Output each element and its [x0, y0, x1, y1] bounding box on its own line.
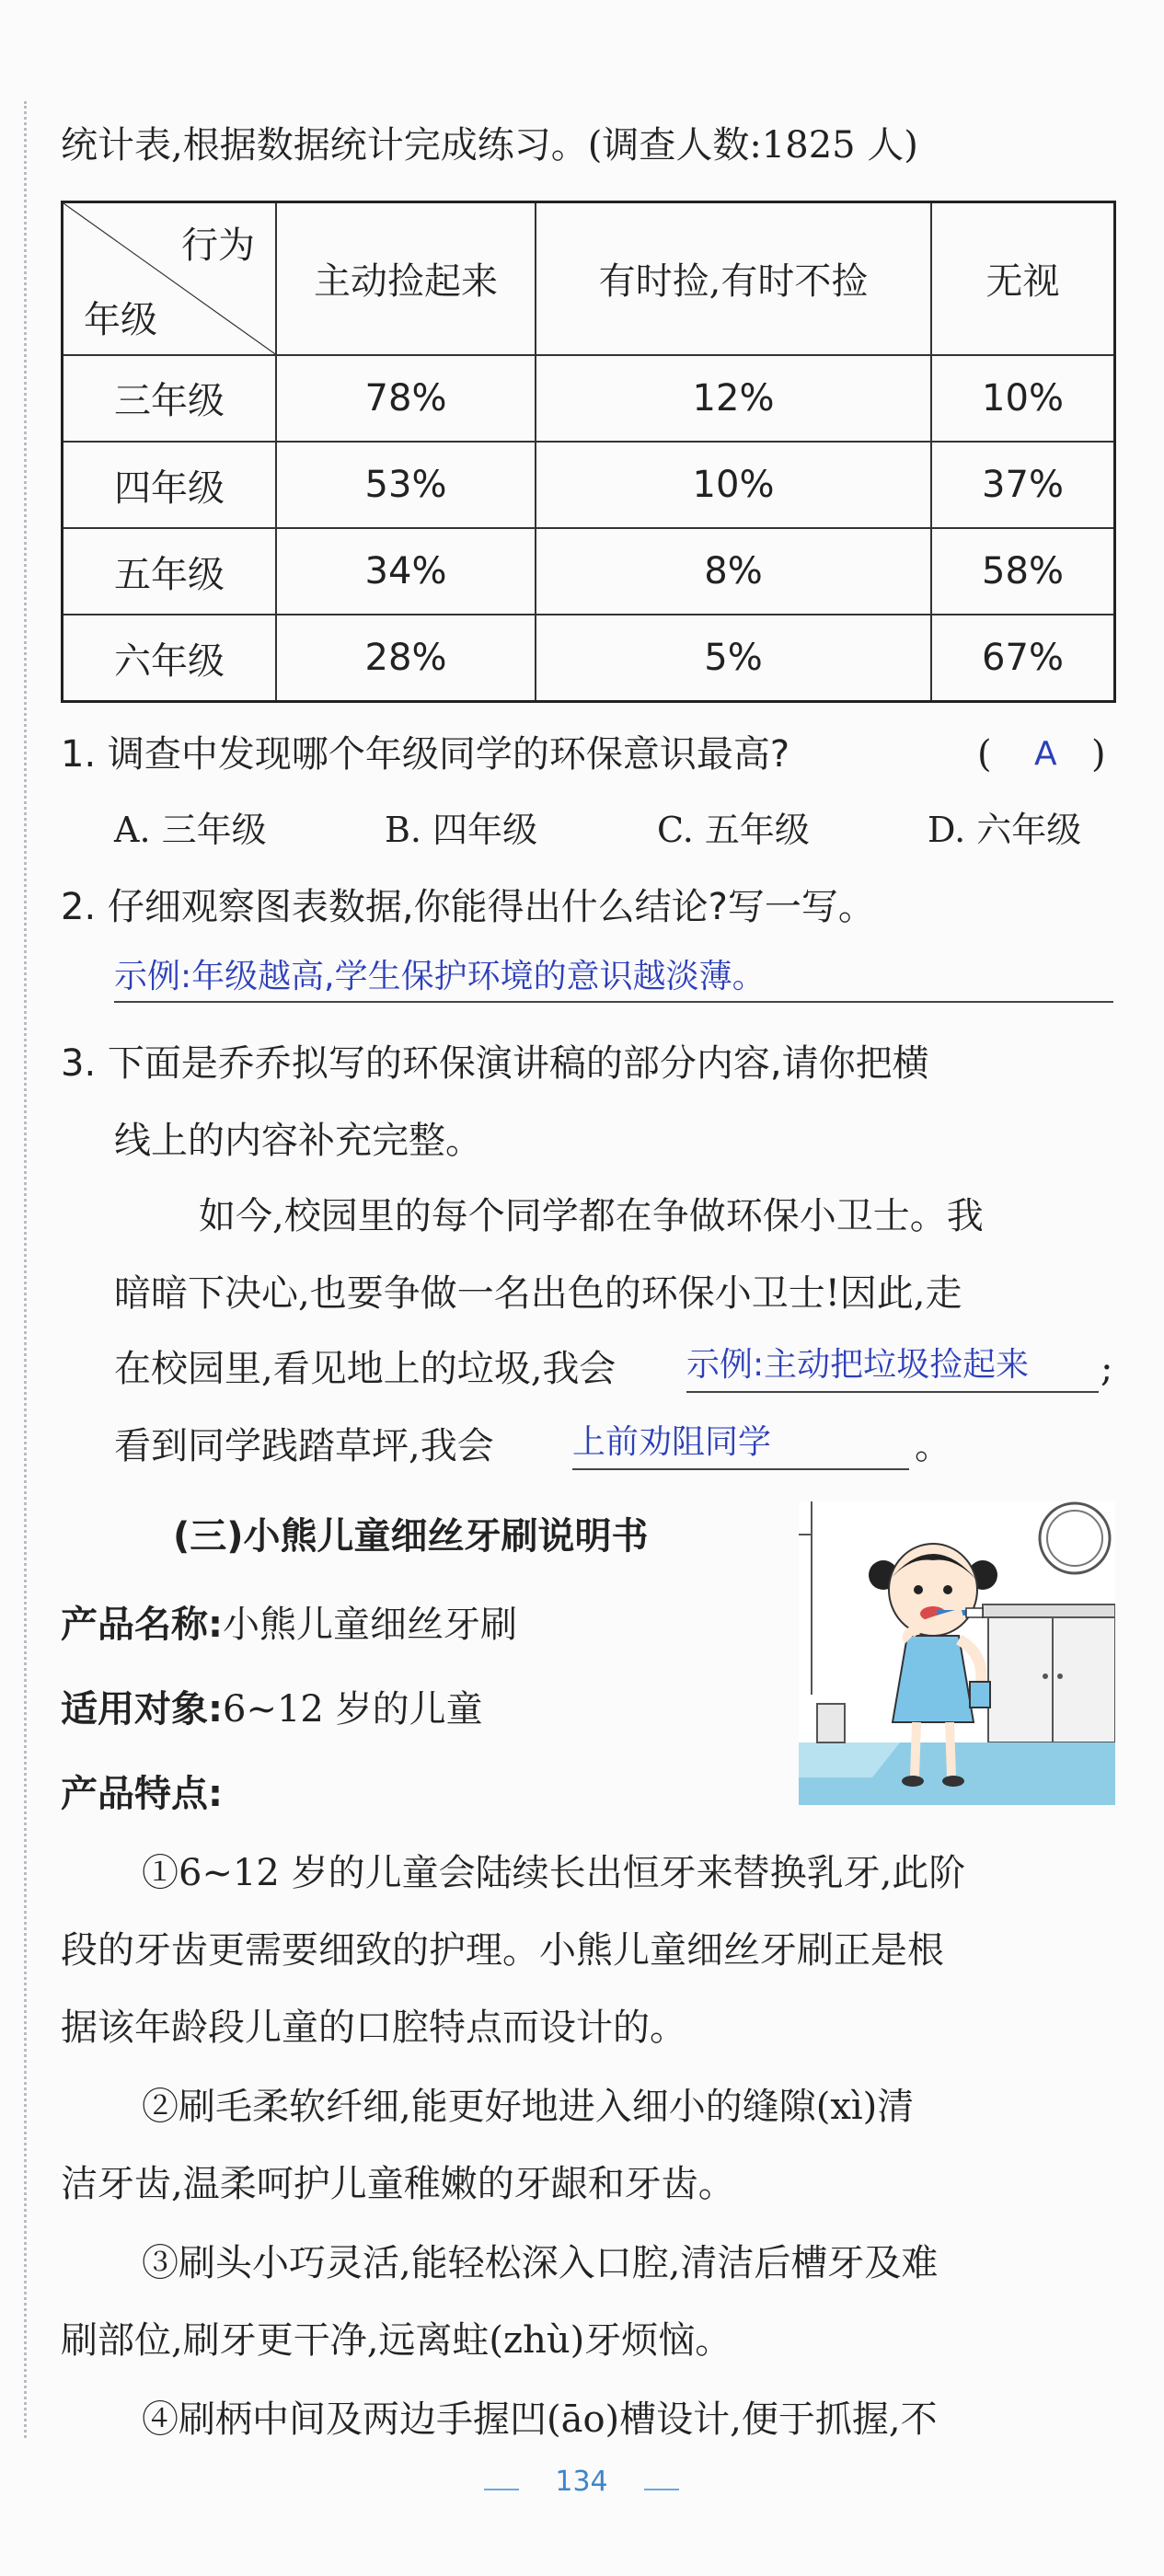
speech-line-3-end: ;	[1101, 1348, 1113, 1390]
target-user-label: 适用对象:	[61, 1688, 223, 1731]
corner-label-behavior: 行为	[181, 224, 255, 267]
footer-line-right	[644, 2489, 679, 2490]
value-cell: 8%	[536, 528, 931, 615]
header-cell: 主动捡起来	[276, 202, 536, 355]
question-1-text: 1. 调查中发现哪个年级同学的环保意识最高?	[61, 733, 790, 776]
speech-line-2: 暗暗下决心,也要争做一名出色的环保小卫士!因此,走	[114, 1272, 962, 1315]
table-row	[63, 528, 1115, 615]
binding-margin-line	[24, 101, 27, 2438]
feature-3-line-1: ③刷头小巧灵活,能轻松深入口腔,清洁后槽牙及难	[142, 2242, 939, 2284]
product-name-row	[61, 1597, 517, 1652]
feature-3-line-2: 刷部位,刷牙更干净,远离蛀(zhù)牙烦恼。	[61, 2319, 732, 2362]
feature-2-line-2: 洁牙齿,温柔呵护儿童稚嫩的牙龈和牙齿。	[61, 2163, 735, 2205]
value-cell: 12%	[536, 355, 931, 442]
target-user-value: 6~12 岁的儿童	[223, 1688, 483, 1731]
table-row	[63, 442, 1115, 528]
q3-answer-1: 示例:主动把垃圾捡起来	[686, 1346, 1030, 1384]
value-cell: 34%	[276, 528, 536, 615]
q1-option-c: C. 五年级	[657, 810, 810, 850]
table-header-row	[63, 202, 1115, 355]
q2-answer-line	[114, 1001, 1113, 1003]
feature-1-line-3: 据该年龄段儿童的口腔特点而设计的。	[61, 2007, 686, 2049]
product-name-value: 小熊儿童细丝牙刷	[223, 1604, 517, 1646]
header-cell: 无视	[931, 202, 1115, 355]
speech-line-1: 如今,校园里的每个同学都在争做环保小卫士。我	[199, 1195, 984, 1237]
features-label: 产品特点:	[61, 1773, 223, 1815]
grade-cell: 三年级	[63, 355, 277, 442]
grade-cell: 六年级	[63, 615, 277, 701]
section-3-title: (三)小熊儿童细丝牙刷说明书	[173, 1515, 649, 1558]
table-row	[63, 355, 1115, 442]
value-cell: 5%	[536, 615, 931, 701]
value-cell: 53%	[276, 442, 536, 528]
grade-cell: 四年级	[63, 442, 277, 528]
speech-line-4: 看到同学践踏草坪,我会	[114, 1425, 494, 1467]
girl-brushing-teeth-illustration	[799, 1501, 1115, 1805]
q1-option-d: D. 六年级	[928, 810, 1082, 850]
footer-line-left	[484, 2489, 519, 2490]
q1-option-a: A. 三年级	[114, 810, 267, 850]
speech-line-4-end: 。	[915, 1425, 951, 1467]
feature-1-line-1: ①6~12 岁的儿童会陆续长出恒牙来替换乳牙,此阶	[142, 1852, 966, 1894]
table-corner-cell	[63, 202, 277, 355]
value-cell: 10%	[536, 442, 931, 528]
grade-cell: 五年级	[63, 528, 277, 615]
feature-1-line-2: 段的牙齿更需要细致的护理。小熊儿童细丝牙刷正是根	[61, 1929, 944, 1972]
question-2-text: 2. 仔细观察图表数据,你能得出什么结论?写一写。	[61, 886, 875, 928]
value-cell: 67%	[931, 615, 1115, 701]
table-row	[63, 615, 1115, 701]
value-cell: 28%	[276, 615, 536, 701]
question-3-line-2: 线上的内容补充完整。	[114, 1120, 482, 1162]
q1-paren-open: (	[977, 733, 992, 776]
value-cell: 58%	[931, 528, 1115, 615]
feature-4-line-1: ④刷柄中间及两边手握凹(āo)槽设计,便于抓握,不	[142, 2398, 938, 2441]
intro-text: 统计表,根据数据统计完成练习。(调查人数:1825 人)	[61, 124, 918, 167]
q2-answer: 示例:年级越高,学生保护环境的意识越淡薄。	[114, 958, 766, 995]
survey-table	[61, 201, 1116, 703]
value-cell: 10%	[931, 355, 1115, 442]
q1-answer: A	[1034, 735, 1057, 773]
value-cell: 37%	[931, 442, 1115, 528]
product-name-label: 产品名称:	[61, 1604, 223, 1646]
q1-option-b: B. 四年级	[385, 810, 538, 850]
q3-answer-2: 上前劝阻同学	[572, 1423, 772, 1461]
header-cell: 有时捡,有时不捡	[536, 202, 931, 355]
speech-line-3: 在校园里,看见地上的垃圾,我会	[114, 1348, 617, 1390]
question-3-line-1: 3. 下面是乔乔拟写的环保演讲稿的部分内容,请你把横	[61, 1042, 929, 1085]
q3-answer-2-line	[572, 1468, 909, 1470]
page-number: 134	[555, 2466, 608, 2498]
value-cell: 78%	[276, 355, 536, 442]
q3-answer-1-line	[686, 1391, 1099, 1393]
corner-label-grade: 年级	[84, 298, 157, 341]
feature-2-line-1: ②刷毛柔软纤细,能更好地进入细小的缝隙(xì)清	[142, 2086, 915, 2128]
target-user-row	[61, 1682, 483, 1737]
q1-paren-close: )	[1091, 733, 1106, 776]
